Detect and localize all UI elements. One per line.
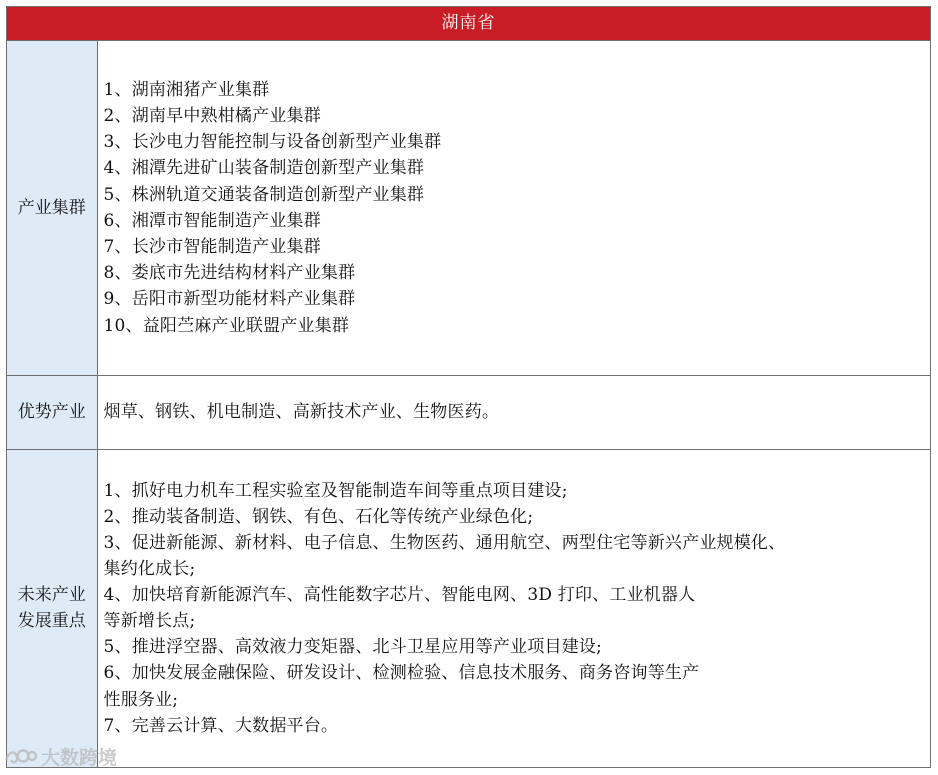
- row-content-future-focus: [97, 449, 930, 767]
- row-label-future-focus-line1: 未来产业: [17, 585, 86, 606]
- list-item: 烟草、钢铁、机电制造、高新技术产业、生物医药。: [103, 401, 500, 422]
- info-table: [7, 41, 930, 767]
- row-label-industry-clusters: 产业集群: [7, 41, 97, 375]
- row-content-advantage-industries: [97, 375, 930, 449]
- province-title: 湖南省: [7, 7, 930, 41]
- table-row-industry-clusters: [7, 41, 930, 375]
- table-row-future-focus: [7, 449, 930, 767]
- province-table: [6, 6, 931, 768]
- list-item: 性服务业;: [103, 689, 179, 710]
- list-item: 5、推进浮空器、高效液力变矩器、北斗卫星应用等产业项目建设;: [103, 637, 603, 658]
- list-item: 4、湘潭先进矿山装备制造创新型产业集群: [103, 158, 425, 179]
- brand-logo-icon: [3, 745, 37, 767]
- list-item: 9、岳阳市新型功能材料产业集群: [103, 289, 356, 310]
- list-item: 3、促进新能源、新材料、电子信息、生物医药、通用航空、两型住宅等新兴产业规模化、: [103, 532, 786, 553]
- list-item: 7、完善云计算、大数据平台。: [103, 715, 339, 736]
- row-label-advantage-industries: 优势产业: [7, 375, 97, 449]
- list-item: 1、湖南湘猪产业集群: [103, 79, 270, 100]
- list-item: 5、株洲轨道交通装备制造创新型产业集群: [103, 184, 425, 205]
- row-content-industry-clusters: [97, 41, 930, 375]
- row-label-future-focus-line2: 发展重点: [17, 611, 86, 632]
- table-row-advantage-industries: [7, 375, 930, 449]
- watermark: [3, 742, 117, 770]
- list-item: 6、加快发展金融保险、研发设计、检测检验、信息技术服务、商务咨询等生产: [103, 663, 700, 684]
- watermark-text: 大数跨境: [41, 746, 118, 769]
- list-item: 7、长沙市智能制造产业集群: [103, 236, 321, 257]
- list-item: 2、湖南早中熟柑橘产业集群: [103, 105, 321, 126]
- list-item: 2、推动装备制造、钢铁、有色、石化等传统产业绿色化;: [103, 506, 534, 527]
- list-item: 4、加快培育新能源汽车、高性能数字芯片、智能电网、3D 打印、工业机器人: [103, 585, 696, 606]
- list-item: 6、湘潭市智能制造产业集群: [103, 210, 321, 231]
- list-item: 1、抓好电力机车工程实验室及智能制造车间等重点项目建设;: [103, 480, 568, 501]
- list-item: 等新增长点;: [103, 611, 196, 632]
- list-item: 3、长沙电力智能控制与设备创新型产业集群: [103, 132, 442, 153]
- row-label-future-focus: [7, 449, 97, 767]
- list-item: 8、娄底市先进结构材料产业集群: [103, 263, 356, 284]
- list-item: 10、益阳苎麻产业联盟产业集群: [103, 315, 350, 336]
- list-item: 集约化成长;: [103, 559, 196, 580]
